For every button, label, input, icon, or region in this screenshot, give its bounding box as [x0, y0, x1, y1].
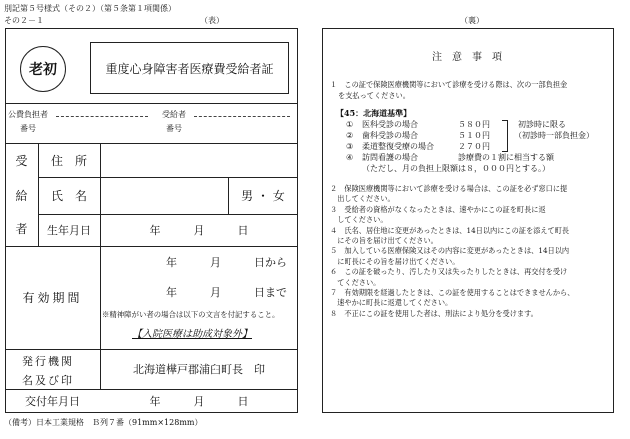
note-line: ２ 保険医療機関等において診療を受ける場合は、この証を必ず窓口に提	[330, 184, 568, 193]
item-3-amount: ２７０円	[458, 142, 490, 151]
address-label: 住 所	[50, 153, 87, 168]
note-line: ７ 有効期限を経過したときは、この証を使用することはできませんから、	[330, 288, 575, 298]
item-4-label: 訪問看護の場合	[362, 153, 418, 162]
front-label: （表）	[200, 16, 224, 25]
dob-label: 生年月日	[47, 224, 91, 237]
badge-text: 老初	[29, 62, 57, 78]
item-2-amount: ５１０円	[458, 131, 490, 140]
name-label: 氏 名	[50, 189, 87, 203]
gender-options: 男 ・ 女	[241, 189, 285, 203]
note-line: ４ 氏名、居住地に変更があったときは、14日以内にこの証を添えて町長	[330, 225, 570, 235]
certificate-title-box	[90, 42, 289, 94]
note-line: にその旨を届け出てください。	[330, 236, 438, 246]
bracket-note-2: （初診時一部負担金）	[514, 131, 594, 140]
validity-period-label: 有効期間	[22, 291, 83, 305]
note-1-line-2: を支払ってください。	[338, 91, 410, 100]
period-to: 年 月 日まで	[166, 286, 287, 299]
issuer-label-2: 名及び印	[22, 374, 74, 387]
recipient-side-char-3: 者	[15, 221, 28, 236]
standard-title: 【45：北海道基準】	[336, 108, 412, 118]
footer-note: （備考）日本工業規格 Ｂ列７番（91mm×128mm）	[4, 418, 203, 427]
recipient-number-label: 受給者	[162, 110, 186, 119]
cautions-title: 注 意 事 項	[432, 52, 502, 63]
period-from: 年 月 日から	[166, 256, 287, 269]
period-note: ※精神障がい者の場合は以下の文言を付記すること。	[102, 310, 280, 319]
item-3-label: 柔道整復受療の場合	[362, 142, 434, 151]
dob-value: 年 月 日	[149, 224, 249, 237]
recipient-side-char-2: 給	[15, 188, 28, 203]
form-number-line: 別記第５号様式（その２）（第５条第１項関係）	[4, 4, 176, 13]
name-field	[101, 178, 227, 213]
back-label: （裏）	[460, 16, 484, 25]
note-line: ８ 不正にこの証を使用した者は、刑法により処分を受けます。	[330, 308, 538, 318]
item-1-amount: ５８０円	[458, 120, 490, 129]
old-first-badge	[20, 46, 66, 92]
note-line: 出してください。	[330, 194, 395, 204]
note-line: てください。	[330, 277, 381, 287]
recipient-side-char-1: 受	[15, 153, 28, 168]
issue-date-value: 年 月 日	[149, 395, 249, 408]
recipient-number-field	[194, 116, 290, 117]
address-field	[101, 144, 297, 177]
payer-number-field	[56, 116, 148, 117]
notes-block	[330, 184, 574, 319]
note-line: ６ この証を破ったり、汚したり又は失ったりしたときは、再交付を受け	[330, 267, 568, 277]
item-4-num: ④	[346, 153, 354, 162]
item-bracket	[502, 120, 508, 152]
form-sub-number: その２－１	[4, 16, 44, 25]
note-line: ５ 加入している医療保険又はその内容に変更があったときは、14日以内	[330, 246, 570, 256]
payer-number-label: 公費負担者	[8, 110, 48, 119]
item-4-text: 診療費の１割に相当する額	[458, 153, 554, 162]
bracket-note-1: 初診時に限る	[518, 120, 566, 129]
period-stamp: 【入院医療は助成対象外】	[132, 329, 252, 340]
payer-number-label-2: 番号	[20, 124, 36, 133]
note-line: に町長にその旨を届け出てください。	[330, 256, 460, 266]
recipient-number-label-2: 番号	[166, 124, 182, 133]
item-1-label: 医科受診の場合	[362, 120, 418, 129]
certificate-title: 重度心身障害者医療費受給者証	[105, 61, 274, 76]
item-2-num: ②	[346, 131, 354, 140]
item-4-note: （ただし、月の負担上限額は８，０００円とする。）	[362, 164, 550, 173]
note-1-line-1: １ この証で保険医療機関等において診療を受ける際は、次の一部負担金	[330, 80, 568, 89]
note-line: してください。	[330, 215, 388, 225]
item-1-num: ①	[346, 120, 354, 129]
item-3-num: ③	[346, 142, 354, 151]
note-line: 速やかに町長に返還してください。	[330, 298, 453, 308]
note-line: ３ 受給者の資格がなくなったときは、速やかにこの証を町長に返	[330, 204, 546, 214]
issuer-label-1: 発行機関	[22, 355, 74, 368]
issue-date-label: 交付年月日	[25, 395, 80, 408]
issuer-value: 北海道樺戸郡浦臼町長 印	[133, 363, 265, 376]
item-2-label: 歯科受診の場合	[362, 131, 418, 140]
